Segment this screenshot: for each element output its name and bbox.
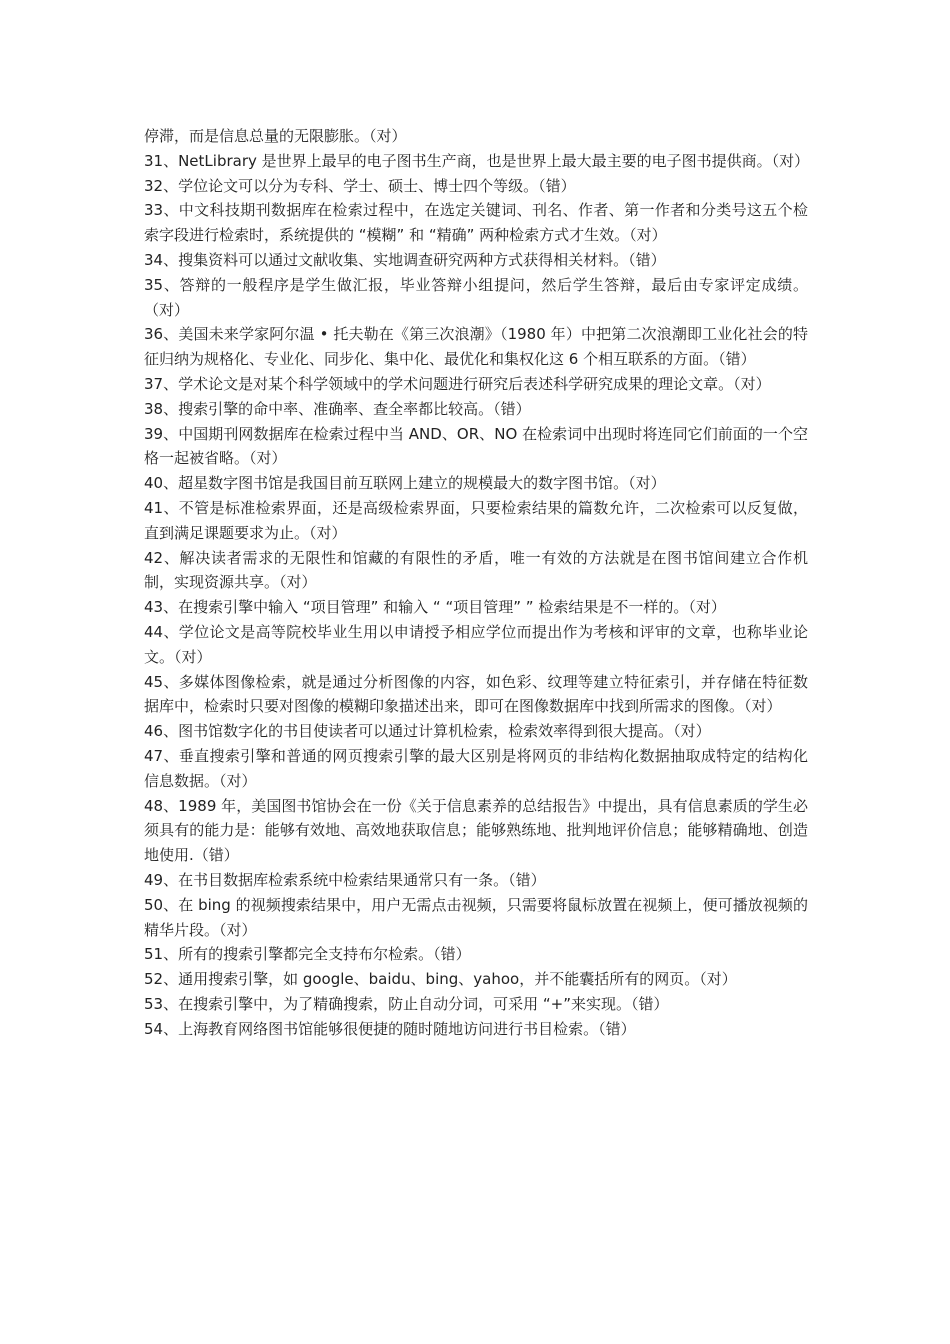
question-43: 43、在搜索引擎中输入 “项目管理” 和输入 “ “项目管理” ” 检索结果是不一样的。（对） — [144, 598, 726, 617]
question-50: 50、在 bing 的视频搜索结果中，用户无需点击视频，只需要将鼠标放置在视频上，便可播放视频的精华片段。（对） — [144, 895, 808, 939]
question-52: 52、通用搜索引擎，如 google、baidu、bing、yahoo，并不能囊括所有的网页。（对） — [144, 970, 737, 989]
document-body — [144, 124, 808, 1041]
question-54: 54、上海教育网络图书馆能够很便捷的随时随地访问进行书目检索。（错） — [144, 1019, 636, 1038]
question-53: 53、在搜索引擎中，为了精确搜索，防止自动分词，可采用 “+”来实现。（错） — [144, 994, 669, 1013]
question-47: 47、垂直搜索引擎和普通的网页搜索引擎的最大区别是将网页的非结构化数据抽取成特定的结构化信息数据。（对） — [144, 746, 808, 790]
question-34: 34、搜集资料可以通过文献收集、实地调查研究两种方式获得相关材料。（错） — [144, 250, 666, 269]
question-44: 44、学位论文是高等院校毕业生用以申请授予相应学位而提出作为考核和评审的文章，也称毕业论文。（对） — [144, 622, 808, 666]
question-31: 31、NetLibrary 是世界上最早的电子图书生产商，也是世界上最大最主要的电子图书提供商。（对） — [144, 151, 810, 170]
question-32: 32、学位论文可以分为专科、学士、硕士、博士四个等级。（错） — [144, 176, 576, 195]
question-42: 42、解决读者需求的无限性和馆藏的有限性的矛盾，唯一有效的方法就是在图书馆间建立合作机制，实现资源共享。（对） — [144, 548, 808, 592]
question-41: 41、不管是标准检索界面，还是高级检索界面，只要检索结果的篇数允许，二次检索可以反复做，直到满足课题要求为止。（对） — [144, 498, 808, 542]
question-45: 45、多媒体图像检索，就是通过分析图像的内容，如色彩、纹理等建立特征索引，并存储在特征数据库中，检索时只要对图像的模糊印象描述出来，即可在图像数据库中找到所需求的图像。（对） — [144, 672, 808, 716]
paragraph-continuation: 停滞，而是信息总量的无限膨胀。（对） — [144, 127, 407, 145]
question-48: 48、1989 年，美国图书馆协会在一份《关于信息素养的总结报告》中提出，具有信息素质的学生必须具有的能力是：能够有效地、高效地获取信息；能够熟练地、批判地评价信息；能够精确地、创造地使用.（错） — [144, 796, 808, 865]
question-35: 35、答辩的一般程序是学生做汇报，毕业答辩小组提问，然后学生答辩，最后由专家评定成绩。（对） — [144, 275, 808, 319]
question-36: 36、美国未来学家阿尔温 • 托夫勒在《第三次浪潮》（1980 年）中把第二次浪潮即工业化社会的特征归纳为规格化、专业化、同步化、集中化、最优化和集权化这 6 个相互联系的方面。（错） — [144, 325, 808, 369]
question-46: 46、图书馆数字化的书目使读者可以通过计算机检索，检索效率得到很大提高。（对） — [144, 722, 711, 741]
question-37: 37、学术论文是对某个科学领域中的学术问题进行研究后表述科学研究成果的理论文章。（对） — [144, 374, 771, 393]
question-39: 39、中国期刊网数据库在检索过程中当 AND、OR、NO 在检索词中出现时将连同它们前面的一个空格一起被省略。（对） — [144, 424, 808, 468]
question-40: 40、超星数字图书馆是我国目前互联网上建立的规模最大的数字图书馆。（对） — [144, 474, 666, 493]
question-49: 49、在书目数据库检索系统中检索结果通常只有一条。（错） — [144, 870, 546, 889]
question-33: 33、中文科技期刊数据库在检索过程中，在选定关键词、刊名、作者、第一作者和分类号这五个检索字段进行检索时，系统提供的 “模糊” 和 “精确” 两种检索方式才生效。（对） — [144, 201, 808, 245]
question-51: 51、所有的搜索引擎都完全支持布尔检索。（错） — [144, 945, 471, 964]
question-38: 38、搜索引擎的命中率、准确率、查全率都比较高。（错） — [144, 399, 531, 418]
